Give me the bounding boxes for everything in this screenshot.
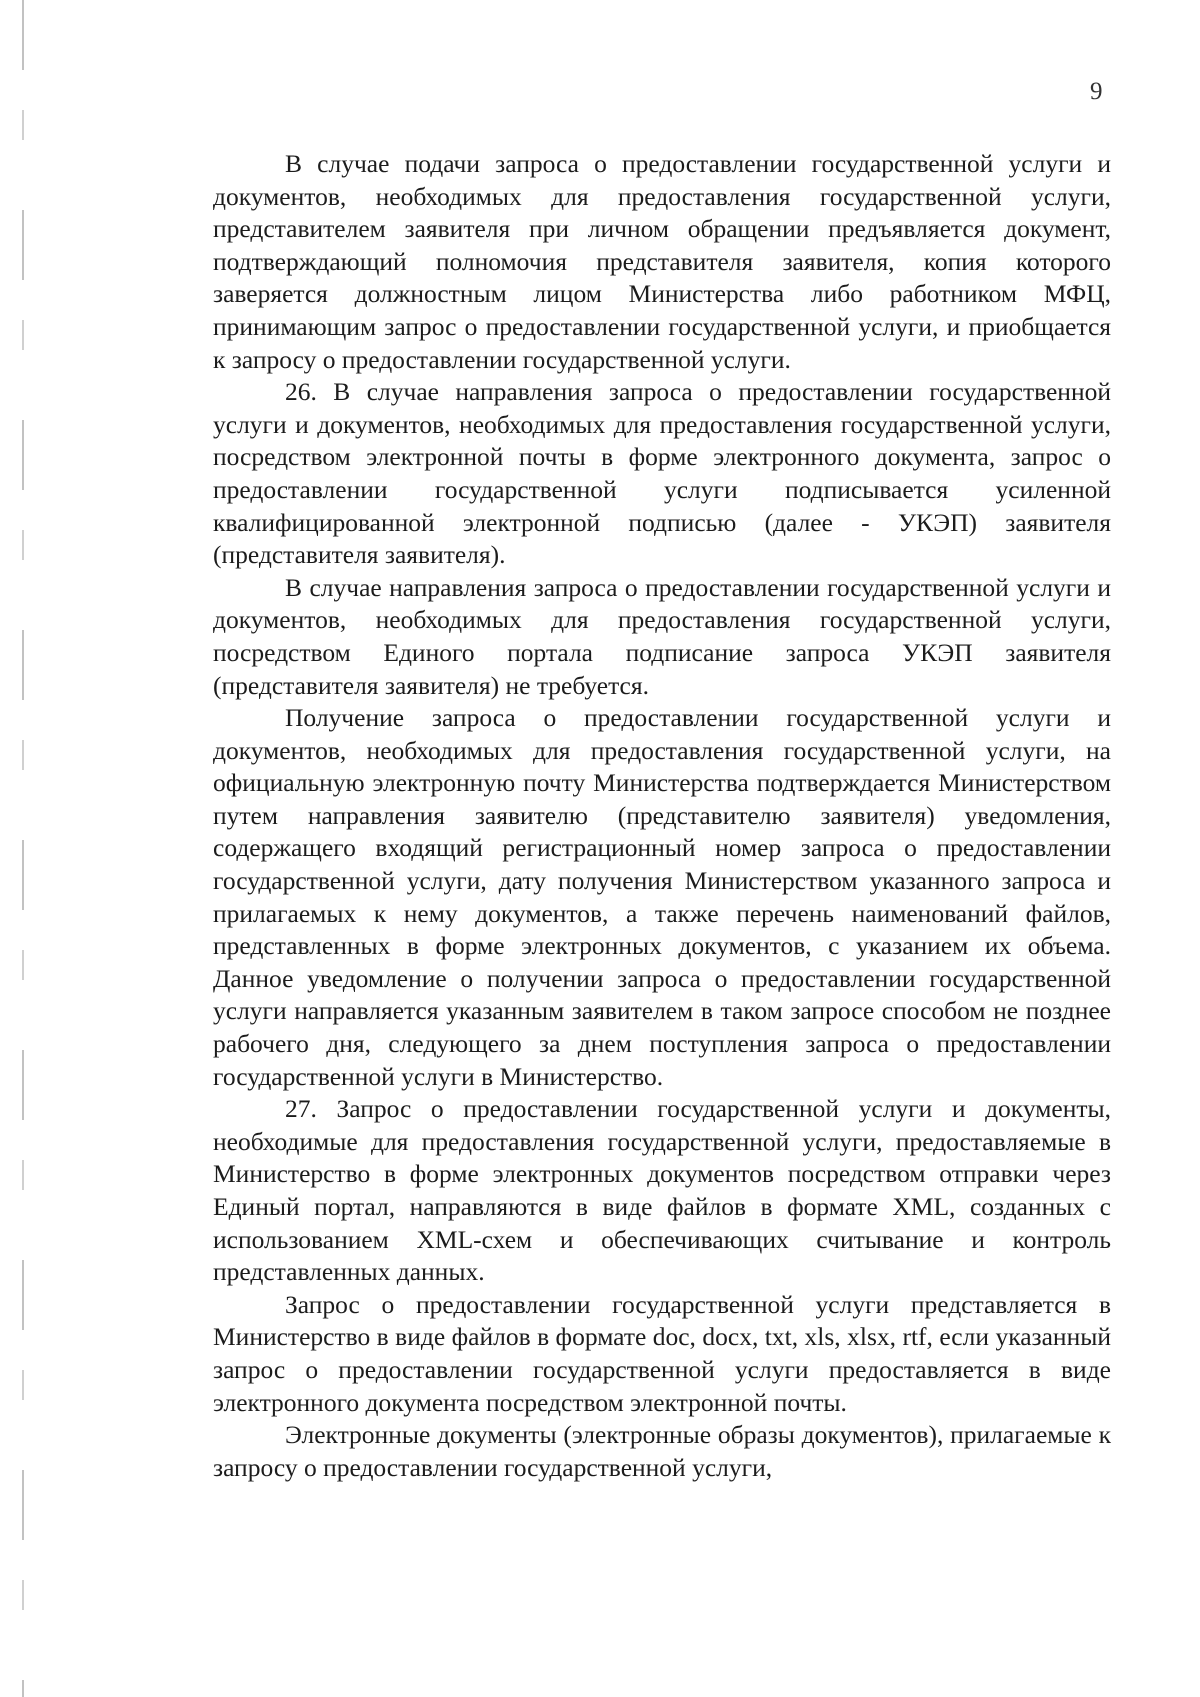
paragraph-representative-submission: В случае подачи запроса о предоставлении государственной услуги и документов, необходимых для предоставления государственной услуги, представителем заявителя при личном обращении предъявляется документ, подтверждающий полномочия представителя заявителя, копия которого заверяется должностным лицом Министерства либо работником МФЦ, принимающим запрос о предоставлении государственной услуги, и приобщается к запросу о предоставлении государственной услуги.	[213, 149, 1111, 374]
paragraph-receipt-notification: Получение запроса о предоставлении государственной услуги и документов, необходимых для предоставления государственной услуги, на официальную электронную почту Министерства подтверждается Министерством путем направления заявителю (представителю заявителя) уведомления, содержащего входящий регистрационный номер запроса о предоставлении государственной услуги, дату получения Министерством указанного запроса и прилагаемых к нему документов, а также перечень наименований файлов, представленных в форме электронных документов, с указанием их объема. Данное уведомление о получении запроса о предоставлении государственной услуги направляется указанным заявителем в таком запросе способом не позднее рабочего дня, следующего за днем поступления запроса о предоставлении государственной услуги в Министерство.	[213, 703, 1111, 1091]
paragraph-27-xml-format: 27. Запрос о предоставлении государственной услуги и документы, необходимые для предоставления государственной услуги, предоставляемые в Министерство в форме электронных документов посредством отправки через Единый портал, направляются в виде файлов в формате XML, созданных с использованием XML-схем и обеспечивающих считывание и контроль представленных данных.	[213, 1094, 1111, 1287]
scan-edge-artifact	[22, 0, 24, 1697]
paragraph-electronic-documents: Электронные документы (электронные образы документов), прилагаемые к запросу о предоставлении государственной услуги,	[213, 1420, 1111, 1482]
paragraph-portal-no-signature: В случае направления запроса о предоставлении государственной услуги и документов, необходимых для предоставления государственной услуги, посредством Единого портала подписание запроса УКЭП заявителя (представителя заявителя) не требуется.	[213, 572, 1111, 700]
page-number: 9	[1090, 78, 1103, 105]
paragraph-email-file-formats: Запрос о предоставлении государственной услуги представляется в Министерство в виде файлов в формате doc, docx, txt, xls, xlsx, rtf, если указанный запрос о предоставлении государственной услуги предоставляется в виде электронного документа посредством электронной почты.	[213, 1289, 1111, 1417]
paragraph-26-email-signature: 26. В случае направления запроса о предоставлении государственной услуги и документов, необходимых для предоставления государственной услуги, посредством электронной почты в форме электронного документа, запрос о предоставлении государственной услуги подписывается усиленной квалифицированной электронной подписью (далее - УКЭП) заявителя (представителя заявителя).	[213, 377, 1111, 570]
document-body	[213, 148, 1111, 1484]
